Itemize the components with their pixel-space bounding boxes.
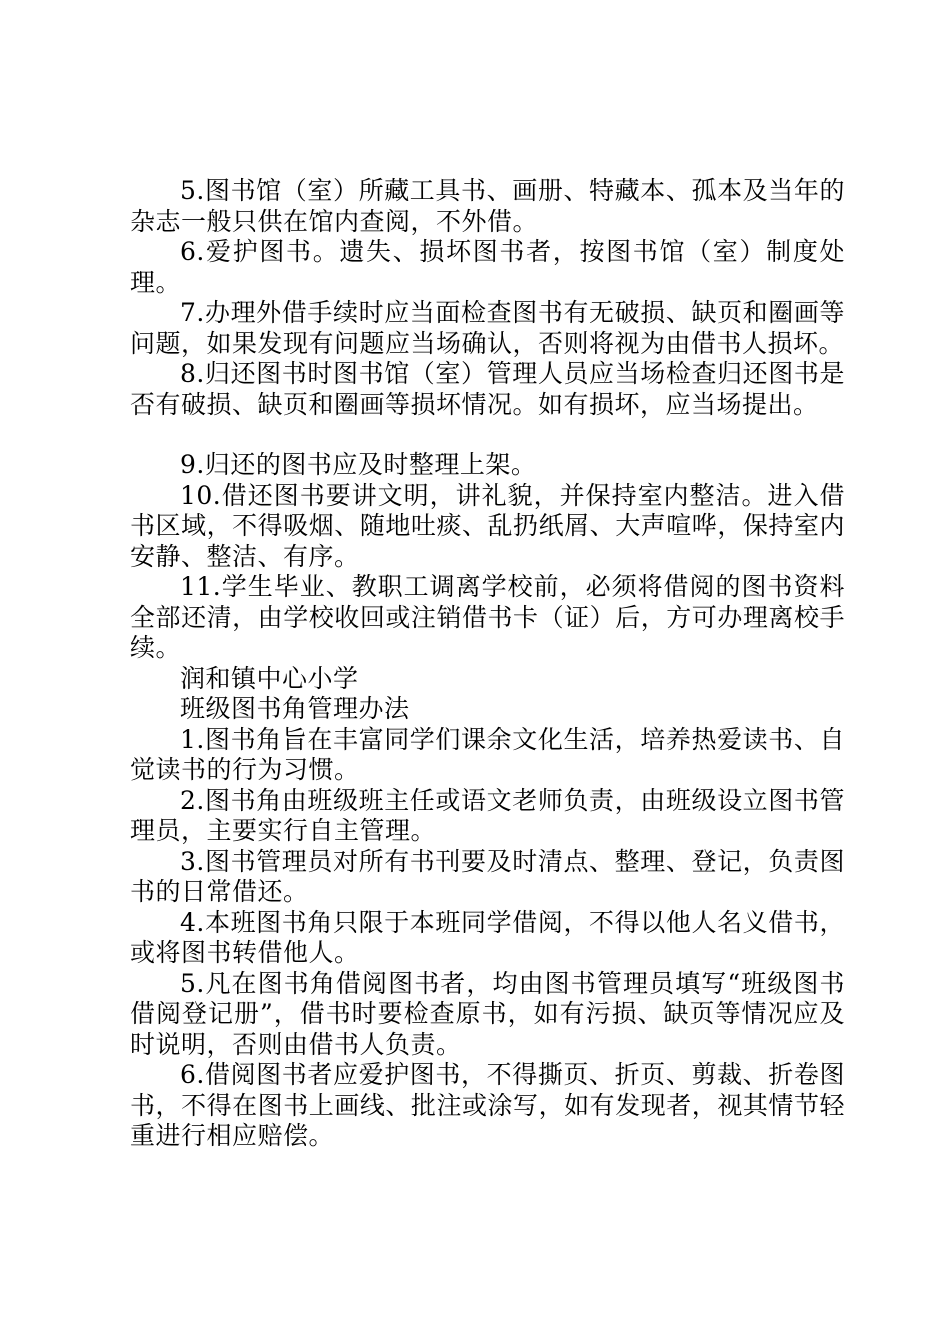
- rule-paragraph: 4.本班图书角只限于本班同学借阅，不得以他人名义借书，或将图书转借他人。: [130, 907, 845, 967]
- rule-paragraph: 10.借还图书要讲文明，讲礼貌，并保持室内整洁。进入借书区域，不得吸烟、随地吐痰、乱扔纸屑、大声喧哗，保持室内安静、整洁、有序。: [130, 480, 845, 571]
- rule-paragraph: 2.图书角由班级班主任或语文老师负责，由班级设立图书管理员，主要实行自主管理。: [130, 785, 845, 845]
- rule-paragraph: 3.图书管理员对所有书刊要及时清点、整理、登记，负责图书的日常借还。: [130, 846, 845, 906]
- rule-paragraph: 6.借阅图书者应爱护图书，不得撕页、折页、剪裁、折卷图书，不得在图书上画线、批注或涂写，如有发现者，视其情节轻重进行相应赔偿。: [130, 1060, 845, 1150]
- rule-paragraph: 5.图书馆（室）所藏工具书、画册、特藏本、孤本及当年的杂志一般只供在馆内查阅，不外借。: [130, 176, 845, 236]
- rule-paragraph: 6.爱护图书。遗失、损坏图书者，按图书馆（室）制度处理。: [130, 237, 845, 297]
- rule-paragraph: 11.学生毕业、教职工调离学校前，必须将借阅的图书资料全部还清，由学校收回或注销借书卡（证）后，方可办理离校手续。: [130, 572, 845, 662]
- section-title: 班级图书角管理办法: [180, 694, 410, 723]
- rule-paragraph: 1.图书角旨在丰富同学们课余文化生活，培养热爱读书、自觉读书的行为习惯。: [130, 724, 845, 784]
- paragraph-gap: [130, 420, 845, 450]
- rule-paragraph: 7.办理外借手续时应当面检查图书有无破损、缺页和圈画等问题，如果发现有问题应当场确认，否则将视为由借书人损坏。: [130, 298, 845, 358]
- rule-paragraph: 9.归还的图书应及时整理上架。: [180, 450, 537, 479]
- document-body: [130, 176, 845, 1152]
- rule-paragraph: 5.凡在图书角借阅图书者，均由图书管理员填写“班级图书借阅登记册”，借书时要检查原书，如有污损、缺页等情况应及时说明，否则由借书人负责。: [130, 968, 845, 1059]
- rule-paragraph: 8.归还图书时图书馆（室）管理人员应当场检查归还图书是否有破损、缺页和圈画等损坏情况。如有损坏，应当场提出。: [130, 359, 845, 419]
- school-name: 润和镇中心小学: [180, 663, 359, 693]
